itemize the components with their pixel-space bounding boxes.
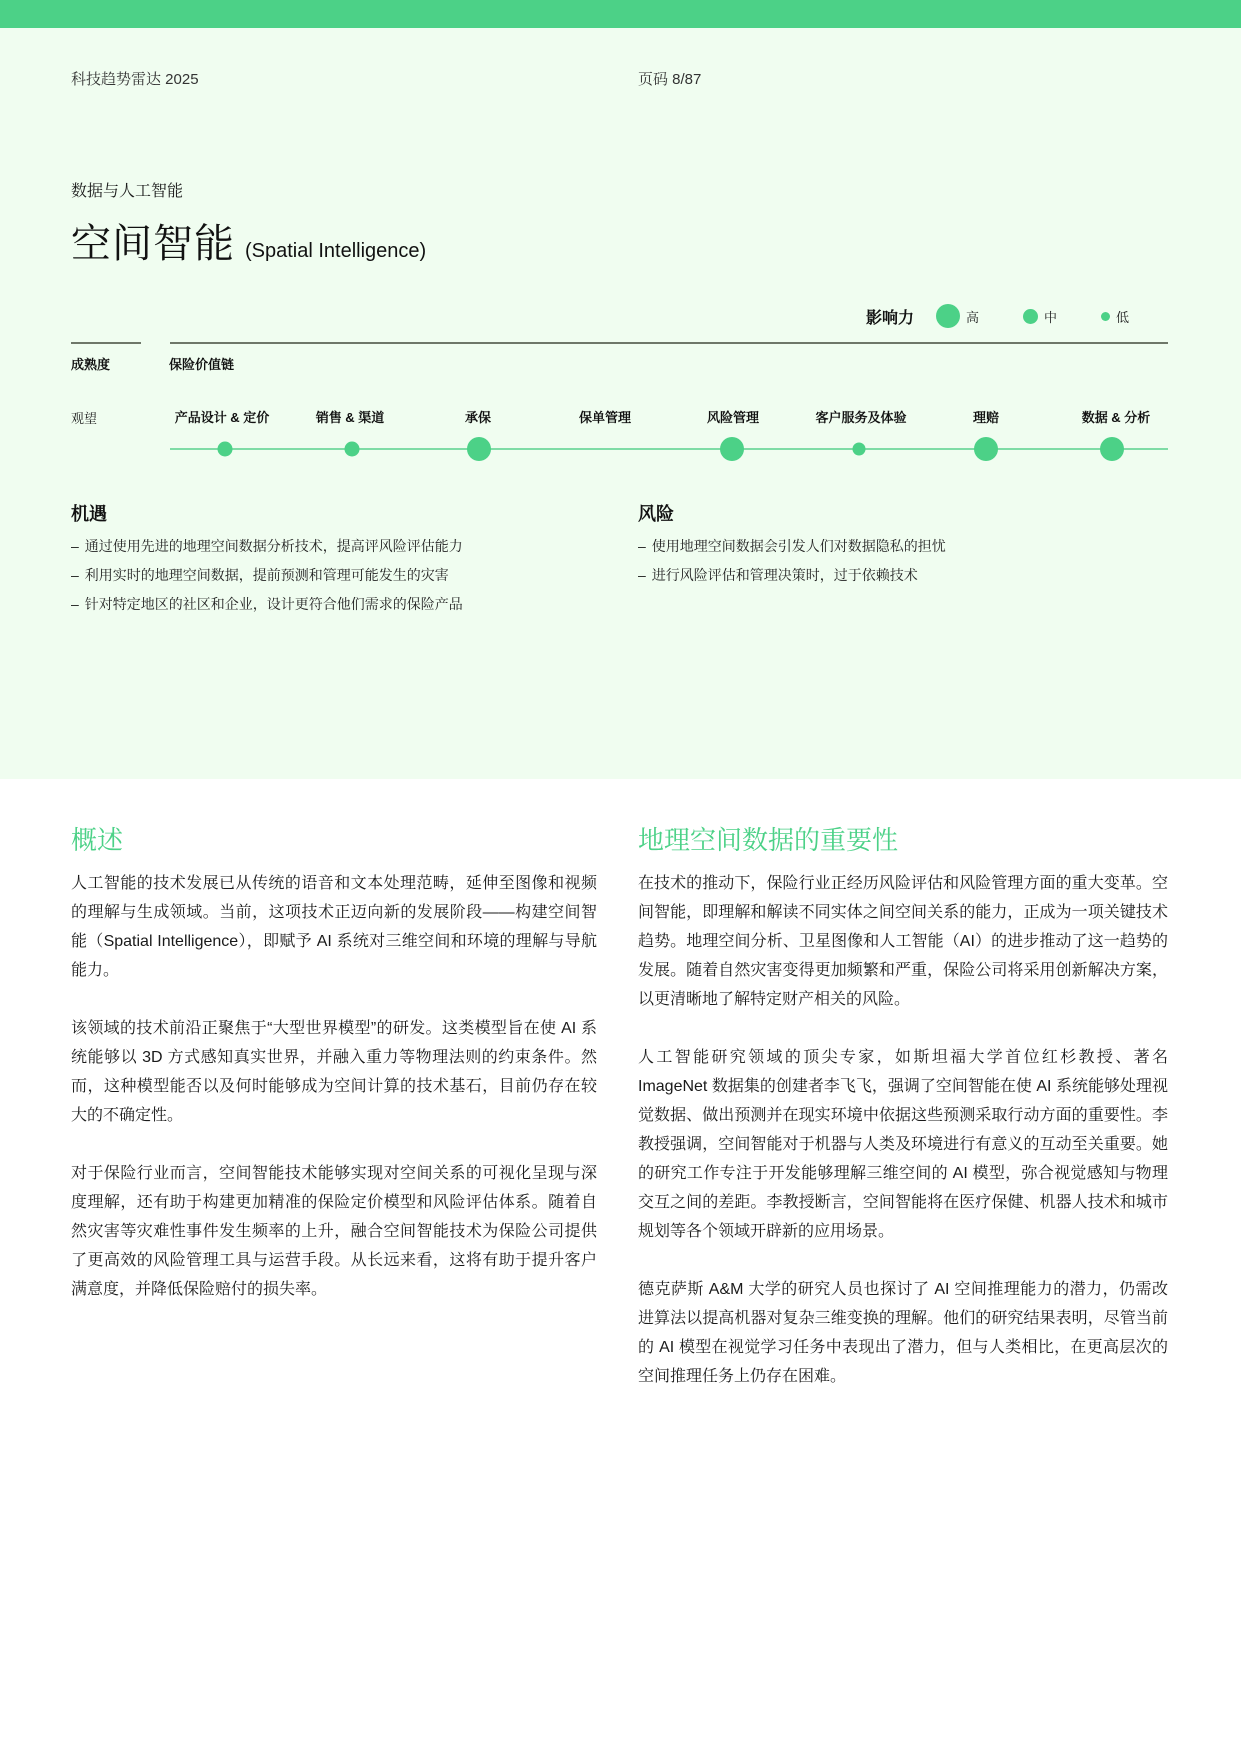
title-english: (Spatial Intelligence) [245,240,427,262]
page-number: 页码 8/87 [638,71,702,88]
value-chain-line [170,448,1168,450]
value-chain-divider [170,342,1168,344]
impact-dot-medium-icon [345,442,360,457]
stage-sales-channels: 销售 & 渠道 [315,410,385,425]
overview-paragraph: 对于保险行业而言，空间智能技术能够实现对空间关系的可视化呈现与深度理解，还有助于构建更加精准的保险定价模型和风险评估体系。随着自然灾害等灾难性事件发生频率的上升，融合空间智能技术为保险公司提供了更高效的风险管理工具与运营手段。从长远来看，这将有助于提升客户满意度，并降低保险赔付的损失率。 [71,1165,597,1298]
stage-product-design-pricing: 产品设计 & 定价 [174,410,270,425]
stage-claims: 理赔 [972,410,1000,425]
maturity-value: 观望 [71,411,98,426]
importance-section [638,820,1168,1391]
impact-dot-high-icon [720,437,744,461]
small-dot-icon [1101,312,1110,321]
maturity-header: 成熟度 [71,357,111,372]
impact-dot-high-icon [467,437,491,461]
stage-policy-admin: 保单管理 [578,410,632,425]
medium-dot-icon [1023,309,1038,324]
legend-label: 影响力 [866,309,915,327]
large-dot-icon [936,304,960,328]
importance-heading: 地理空间数据的重要性 [638,825,899,855]
list-item: – 进行风险评估和管理决策时，过于依赖技术 [638,567,918,583]
category-label: 数据与人工智能 [71,183,184,200]
legend-item-high: 高 [936,304,979,328]
list-item: – 利用实时的地理空间数据，提前预测和管理可能发生的灾害 [71,567,449,583]
importance-paragraph: 在技术的推动下，保险行业正经历风险评估和风险管理方面的重大变革。空间智能，即理解和解读不同实体之间空间关系的能力，正成为一项关键技术趋势。地理空间分析、卫星图像和人工智能（AI）的进步推动了这一趋势的发展。随着自然灾害变得更加频繁和严重，保险公司将采用创新解决方案，以更清晰地了解特定财产相关的风险。 [638,875,1168,1008]
list-item: – 针对特定地区的社区和企业，设计更符合他们需求的保险产品 [71,596,463,612]
value-chain-header: 保险价值链 [169,357,235,372]
hero-background [0,28,1241,779]
importance-paragraph: 人工智能研究领域的顶尖专家，如斯坦福大学首位红杉教授、著名 ImageNet 数据集的创建者李飞飞，强调了空间智能在使 AI 系统能够处理视觉数据、做出预测并在现实环境中依据这些预测采取行动方面的重要性。李教授强调，空间智能对于机器与人类及环境进行有意义的互动至关重要。她的研究工作专注于开发能够理解三维空间的 AI 模型，弥合视觉感知与物理交互之间的差距。李教授断言，空间智能将在医疗保健、机器人技术和城市规划等各个领域开辟新的应用场景。 [638,1049,1168,1240]
impact-dot-high-icon [974,437,998,461]
legend-item-low: 低 [1101,307,1129,326]
risks-title: 风险 [638,504,674,524]
impact-dot-medium-icon [218,442,233,457]
impact-dot-low-icon [853,443,866,456]
stage-data-analytics: 数据 & 分析 [1081,410,1151,425]
list-item: – 使用地理空间数据会引发人们对数据隐私的担忧 [638,538,946,554]
opportunities-title: 机遇 [71,504,107,524]
importance-paragraph: 德克萨斯 A&M 大学的研究人员也探讨了 AI 空间推理能力的潜力，仍需改进算法以提高机器对复杂三维变换的理解。他们的研究结果表明，尽管当前的 AI 模型在视觉学习任务中表现出了潜力，但与人类相比，在更高层次的空间推理任务上仍存在困难。 [638,1281,1168,1385]
top-accent-bar [0,0,1241,28]
title-chinese: 空间智能 [71,222,235,266]
impact-dot-high-icon [1100,437,1124,461]
opportunities-list [71,532,591,619]
overview-heading: 概述 [71,825,124,855]
publication-title: 科技趋势雷达 2025 [71,71,199,88]
opportunities-section [71,500,591,619]
page-title [71,212,426,269]
stage-underwriting: 承保 [464,410,492,425]
legend-item-medium: 中 [1023,307,1057,326]
risks-section [638,500,1168,590]
impact-legend [866,303,1129,329]
risks-list [638,532,1168,590]
list-item: – 通过使用先进的地理空间数据分析技术，提高评风险评估能力 [71,538,463,554]
maturity-divider [71,342,141,344]
stage-risk-management: 风险管理 [706,410,760,425]
stage-customer-service: 客户服务及体验 [815,410,907,425]
overview-paragraph: 该领域的技术前沿正聚焦于“大型世界模型”的研发。这类模型旨在使 AI 系统能够以 3D 方式感知真实世界，并融入重力等物理法则的约束条件。然而，这种模型能否以及何时能够成为空间计算的技术基石，目前仍存在较大的不确定性。 [71,1020,597,1124]
overview-paragraph: 人工智能的技术发展已从传统的语音和文本处理范畴，延伸至图像和视频的理解与生成领域。当前，这项技术正迈向新的发展阶段——构建空间智能（Spatial Intelligence），即赋予 AI 系统对三维空间和环境的理解与导航能力。 [71,875,597,979]
overview-section [71,820,597,1304]
